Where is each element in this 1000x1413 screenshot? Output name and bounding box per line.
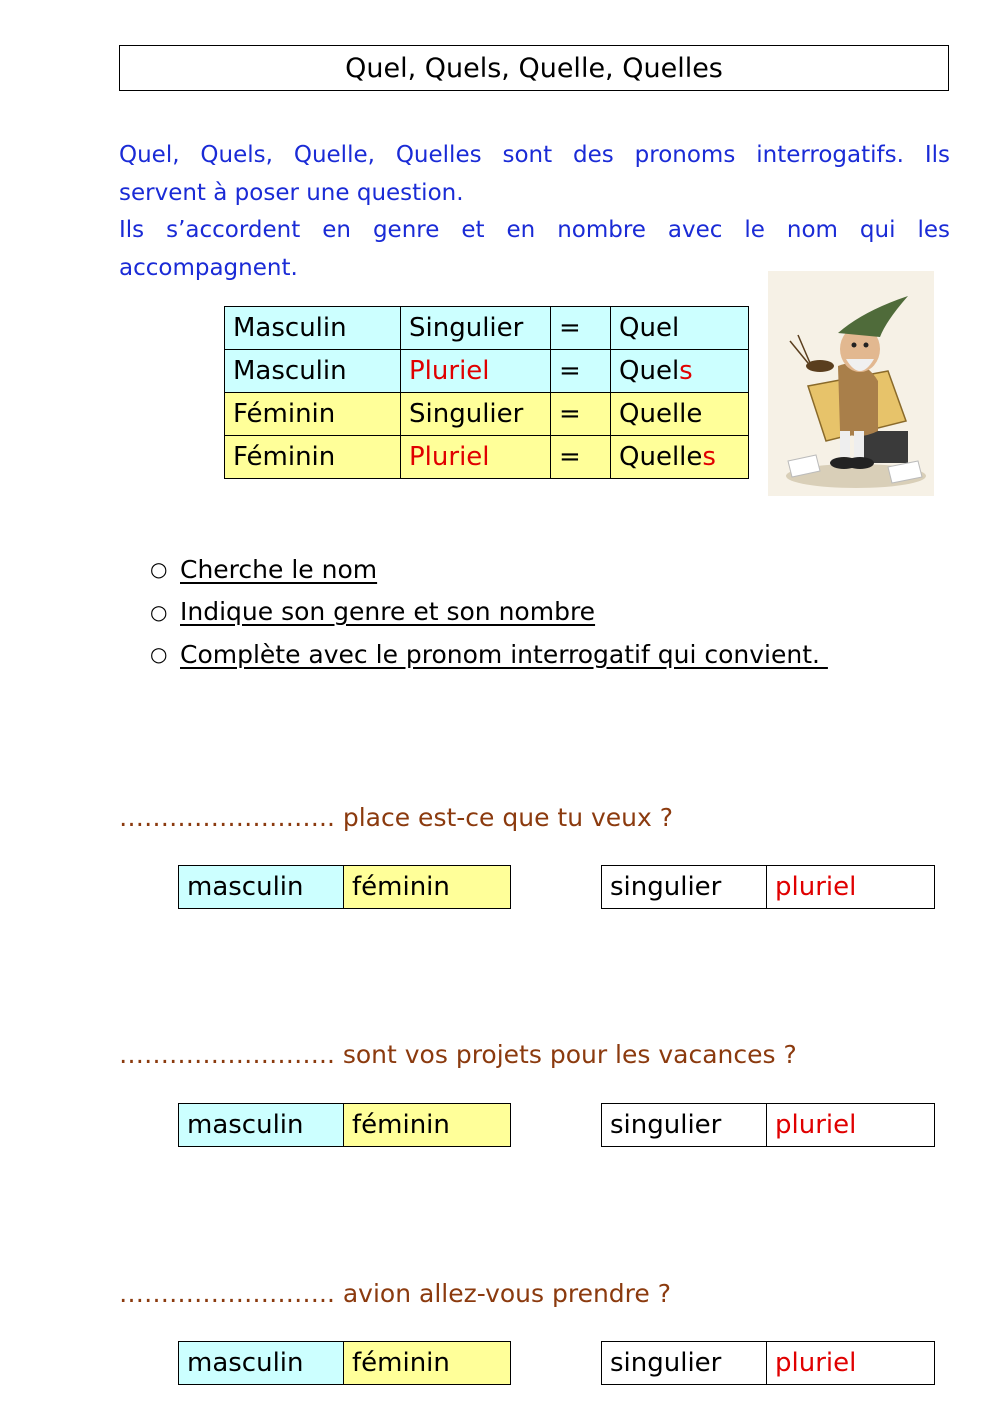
answer-blank[interactable]: …………………….. <box>119 1040 335 1069</box>
rules-equals: = <box>551 307 611 350</box>
instruction-item <box>150 591 828 634</box>
rules-pronom: Quelles <box>611 436 749 479</box>
pluriel-option[interactable]: pluriel <box>775 1348 857 1378</box>
question-text: place est-ce que tu veux ? <box>334 803 674 832</box>
rules-nombre: Singulier <box>401 393 551 436</box>
rules-pronom: Quel <box>611 307 749 350</box>
number-choice-1 <box>601 865 935 909</box>
feminin-option[interactable]: féminin <box>344 1104 510 1146</box>
gender-choice-2 <box>178 1103 511 1147</box>
singulier-option[interactable]: singulier <box>602 866 767 908</box>
rules-pronom: Quels <box>611 350 749 393</box>
feminin-option[interactable]: féminin <box>344 866 510 908</box>
rules-equals: = <box>551 436 611 479</box>
intro-paragraph <box>119 137 950 287</box>
instruction-text: Complète avec le pronom interrogatif qui convient. <box>180 639 828 669</box>
rules-nombre: Singulier <box>401 307 551 350</box>
exercise-question-1 <box>119 803 673 832</box>
pluriel-option[interactable]: pluriel <box>775 1110 857 1140</box>
singulier-option[interactable]: singulier <box>602 1104 767 1146</box>
intro-line-2: servent à poser une question. <box>119 179 464 206</box>
gender-choice-1 <box>178 865 511 909</box>
exercise-question-3 <box>119 1279 671 1308</box>
instruction-text: Indique son genre et son nombre <box>180 597 596 627</box>
circle-bullet-icon: ○ <box>150 599 168 624</box>
number-choice-2 <box>601 1103 935 1147</box>
answer-blank[interactable]: …………………….. <box>119 803 335 832</box>
rules-genre: Féminin <box>225 393 401 436</box>
number-choice-3 <box>601 1341 935 1385</box>
circle-bullet-icon: ○ <box>150 557 168 582</box>
page-title: Quel, Quels, Quelle, Quelles <box>119 45 949 91</box>
intro-line-1: Quel, Quels, Quelle, Quelles sont des pronoms interrogatifs. Ils <box>119 142 950 168</box>
rules-row-fem-sing <box>225 393 749 436</box>
exercise-question-2 <box>119 1040 797 1069</box>
question-text: sont vos projets pour les vacances ? <box>334 1040 797 1069</box>
masculin-option[interactable]: masculin <box>179 1104 344 1146</box>
rules-equals: = <box>551 393 611 436</box>
rules-genre: Masculin <box>225 307 401 350</box>
masculin-option[interactable]: masculin <box>179 866 344 908</box>
rules-equals: = <box>551 350 611 393</box>
rules-genre: Masculin <box>225 350 401 393</box>
rules-pronom: Quelle <box>611 393 749 436</box>
gnome-illustration <box>768 271 934 496</box>
gender-choice-3 <box>178 1341 511 1385</box>
rules-nombre: Pluriel <box>401 436 551 479</box>
circle-bullet-icon: ○ <box>150 642 168 667</box>
intro-line-4: accompagnent. <box>119 254 298 281</box>
answer-blank[interactable]: …………………….. <box>119 1279 335 1308</box>
feminin-option[interactable]: féminin <box>344 1342 510 1384</box>
instruction-text: Cherche le nom <box>180 554 378 584</box>
intro-line-3: Ils s’accordent en genre et en nombre avec le nom qui les <box>119 217 950 243</box>
singulier-option[interactable]: singulier <box>602 1342 767 1384</box>
instruction-item <box>150 548 828 591</box>
instructions-list <box>150 548 828 676</box>
rules-row-masc-sing <box>225 307 749 350</box>
pluriel-option[interactable]: pluriel <box>775 872 857 902</box>
instruction-item <box>150 633 828 676</box>
rules-row-fem-plur <box>225 436 749 479</box>
rules-genre: Féminin <box>225 436 401 479</box>
question-text: avion allez-vous prendre ? <box>334 1279 671 1308</box>
masculin-option[interactable]: masculin <box>179 1342 344 1384</box>
rules-table <box>224 306 749 479</box>
rules-row-masc-plur <box>225 350 749 393</box>
rules-nombre: Pluriel <box>401 350 551 393</box>
